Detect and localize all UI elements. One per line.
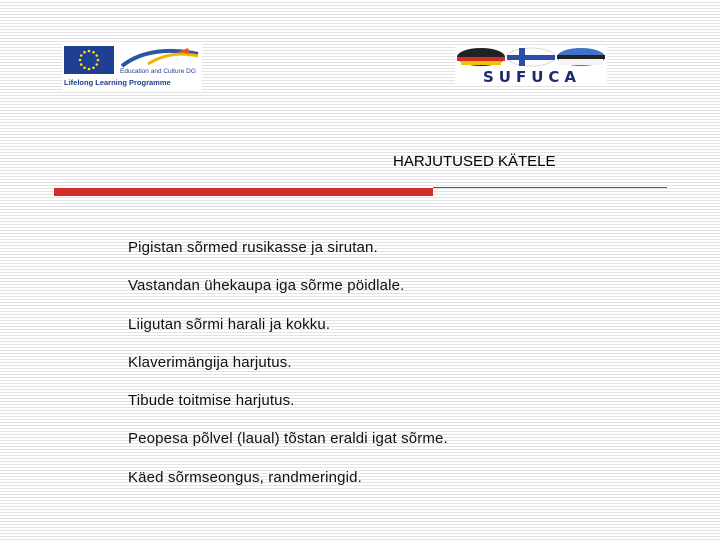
eu-flag-icon <box>64 46 114 74</box>
finnish-flag-icon <box>507 48 555 66</box>
llp-swoosh-icon <box>118 46 200 70</box>
title-divider-bar <box>54 188 433 196</box>
list-item: Tibude toitmise harjutus. <box>128 392 295 410</box>
title-divider-line <box>433 187 667 188</box>
german-flag-icon <box>457 48 505 66</box>
sufuca-logo <box>455 46 607 86</box>
list-item: Käed sõrmseongus, randmeringid. <box>128 468 362 486</box>
eu-programme-text: Lifelong Learning Programme <box>64 78 171 87</box>
exercise-list <box>128 239 688 507</box>
sufuca-logo-text: SUFUCA <box>482 68 582 86</box>
list-item: Klaverimängija harjutus. <box>128 353 292 371</box>
list-item: Pigistan sõrmed rusikasse ja sirutan. <box>128 239 378 256</box>
slide-title: HARJUTUSED KÄTELE <box>393 153 556 170</box>
list-item: Peopesa põlvel (laual) tõstan eraldi igat sõrme. <box>128 430 448 448</box>
eu-lifelong-learning-logo <box>62 44 202 90</box>
list-item: Liigutan sõrmi harali ja kokku. <box>128 315 331 333</box>
eu-department-text: Education and Culture DG <box>120 68 196 75</box>
list-item: Vastandan ühekaupa iga sõrme pöidlale. <box>128 277 405 295</box>
estonian-flag-icon <box>557 48 605 66</box>
